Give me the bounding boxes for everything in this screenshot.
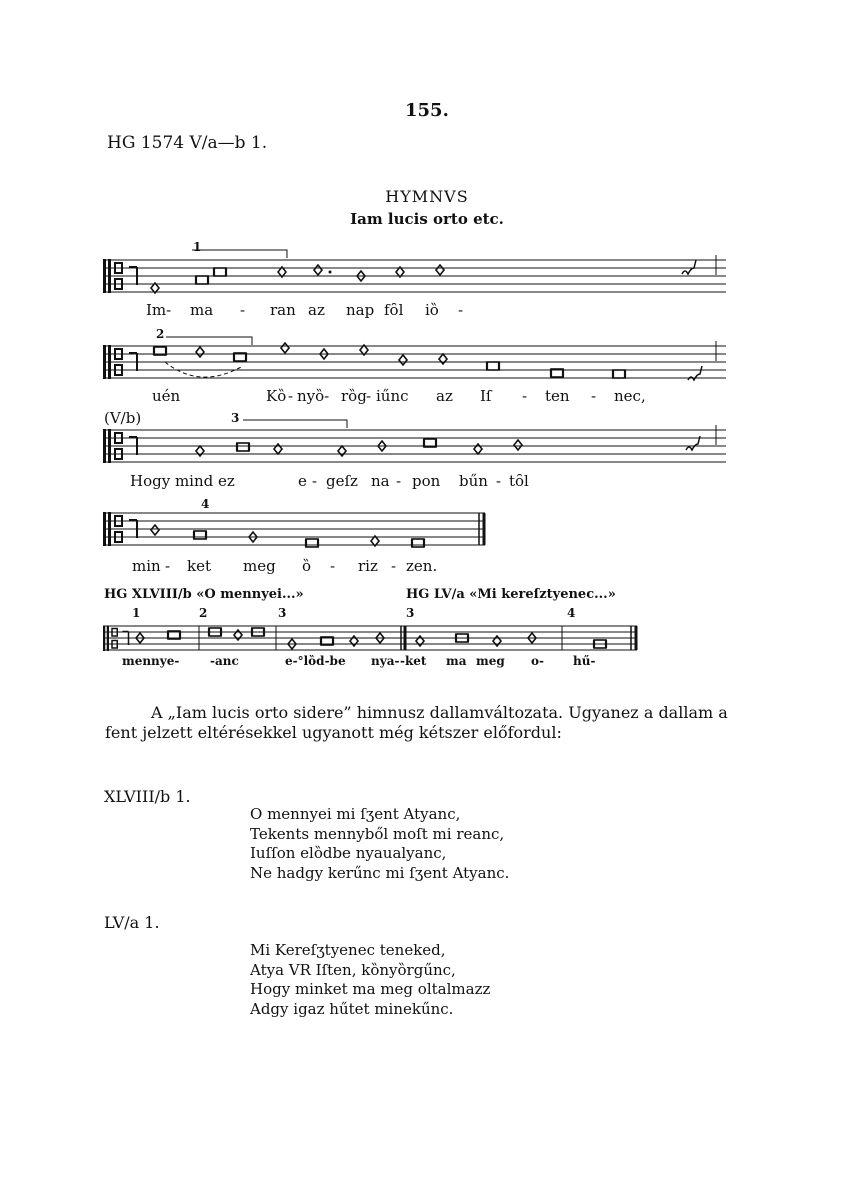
syllable: e [298,472,307,490]
variant-number: 3 [406,606,415,620]
phrase-number-4: 4 [201,497,210,511]
syllable: tȏl [509,472,529,490]
syllable: -ket [400,654,427,668]
syllable: ma [190,301,214,319]
syllable: - [396,472,402,490]
variant-number: 3 [278,606,287,620]
syllable: - [312,472,318,490]
syllable: -anc [210,654,239,668]
poem-line: Atya VR Iſten, kȍnyȍrgűnc, [250,960,456,979]
syllable: ten [545,387,570,405]
poem-line: Iuſſon elȍdbe nyaualyanc, [250,844,447,862]
syllable: - [522,387,528,405]
syllable: rȍg [341,387,367,405]
poem-line: Ne hadgy kerűnc mi ſʒent Atyanc. [250,863,510,882]
syllable: uén [152,387,181,405]
poem-line: Mi Kereſʒtyenec teneked, [250,941,446,959]
syllable: e-°lȍd-be [285,654,346,668]
syllable: meg [243,557,276,575]
syllable: nya- [371,654,400,668]
staff-1 [103,255,726,292]
syllable: - [391,557,397,575]
syllable: hű- [573,654,596,668]
variant-number: 4 [567,606,576,620]
phrase-number-2: 2 [156,327,165,341]
syllable: nyȍ- [297,387,330,405]
syllable: Iſ [480,387,492,405]
poem-stanza [250,941,490,1019]
syllable: - [496,472,502,490]
phrase-number-3: 3 [231,411,240,425]
syllable: zen. [406,557,438,575]
staff-3 [103,425,726,462]
variant-number: 2 [199,606,208,620]
syllable: mennye- [122,654,180,668]
syllable: - [240,301,246,319]
poem-line: Tekents mennyből moſt mi reanc, [250,824,505,843]
staff-2 [103,341,726,378]
variant-staff [103,626,637,650]
source-reference: HG 1574 V/a—b 1. [107,133,268,153]
syllable: az [436,387,453,405]
syllable: o- [531,654,544,668]
poem-line: O mennyei mi ſʒent Atyanc, [250,805,461,823]
syllable: az [308,301,325,319]
variant-number: 1 [132,606,141,620]
syllable: ma [446,654,467,668]
syllable: ket [187,557,211,575]
syllable: - [591,387,597,405]
syllable: nec, [614,387,646,405]
syllable: riz [358,557,378,575]
reference-label: LV/a 1. [104,913,160,932]
poem-line: Hogy minket ma meg oltalmazz [250,980,491,998]
syllable: fȏl [384,301,404,319]
syllable: - [165,557,171,575]
poem-stanza [250,805,509,883]
syllable: ȍ [302,557,312,575]
syllable: - [330,557,336,575]
syllable: - [288,387,294,405]
syllable: - [458,301,464,319]
hymn-subtitle: Iam lucis orto etc. [350,210,504,228]
staff-4 [103,513,485,545]
variant-label-right: HG LV/a «Mi kereſztyenec...» [406,587,616,602]
syllable: geſz [326,472,358,490]
syllable: ran [270,301,296,319]
syllable: Hogy mind ez [130,472,235,490]
syllable: na [371,472,390,490]
syllable: meg [476,654,505,668]
syllable: bűn [459,472,488,490]
poem-line: Adgy igaz hűtet minekűnc. [250,999,454,1018]
page-number: 155. [405,100,449,121]
commentary-paragraph: A „Iam lucis orto sidere” himnusz dallamváltozata. Ugyanez a dallam a fent jelzett eltérésekkel ugyanott még kétszer előfordul: [105,703,728,742]
syllable: iűnc [376,387,409,405]
syllable: Im- [146,301,172,319]
syllable: Kȍ [266,387,287,405]
syllable: - [366,387,372,405]
syllable: nap [346,301,375,319]
hymn-title: HYMNVS [385,187,469,206]
syllable: pon [412,472,441,490]
syllable: iȍ [425,301,439,319]
phrase-number-1: 1 [193,240,202,254]
variant-label-left: HG XLVIII/b «O mennyei...» [104,587,304,602]
verse-marker: (V/b) [104,409,142,427]
reference-label: XLVIII/b 1. [104,787,191,806]
syllable: min [132,557,161,575]
